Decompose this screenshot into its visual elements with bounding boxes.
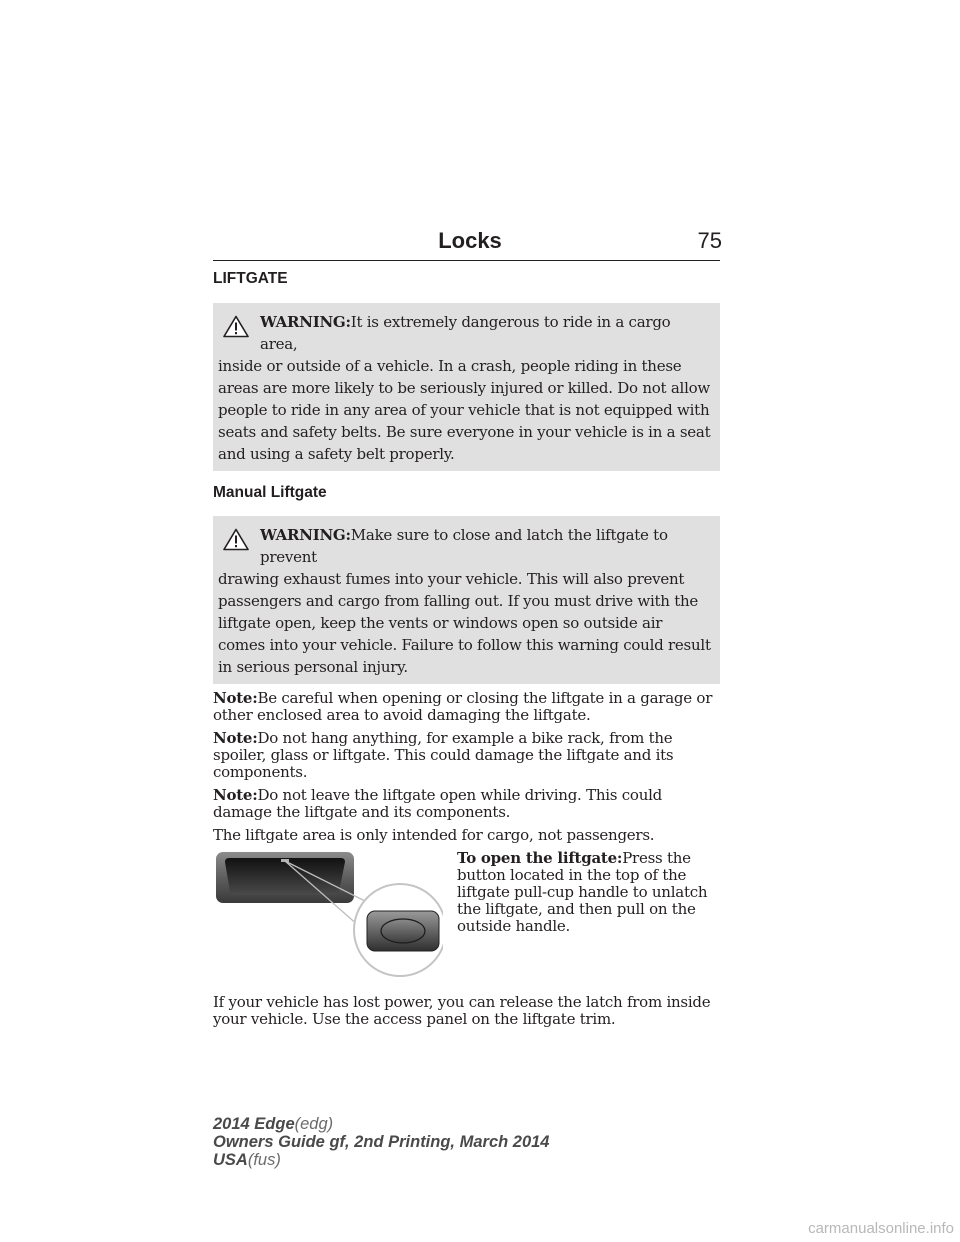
warning-label: WARNING: bbox=[260, 526, 351, 544]
warning-label: WARNING: bbox=[260, 313, 351, 331]
warning-text-rest: drawing exhaust fumes into your vehicle. This will also prevent passengers and cargo from falling out. If you must drive with the liftgate open, keep the vents or windows open so outside air comes into your vehicle. Failure to follow this warning could result in serious personal injury. bbox=[218, 570, 711, 676]
note-text: Do not leave the liftgate open while driving. This could damage the liftgate and its components. bbox=[213, 786, 662, 821]
note-text: Do not hang anything, for example a bike rack, from the spoiler, glass or liftgate. This could damage the liftgate and its components. bbox=[213, 729, 674, 781]
footer-model: 2014 Edge bbox=[213, 1115, 295, 1133]
footer-guide-line bbox=[213, 1133, 550, 1151]
watermark: carmanualsonline.info bbox=[808, 1220, 954, 1237]
note-paragraph bbox=[213, 730, 720, 781]
liftgate-handle-illustration bbox=[213, 850, 443, 978]
section-title: LIFTGATE bbox=[213, 270, 288, 287]
note-paragraph bbox=[213, 787, 720, 821]
liftgate-figure-row bbox=[213, 850, 720, 978]
page-number: 75 bbox=[697, 228, 722, 253]
footer-market-line bbox=[213, 1151, 550, 1169]
footer-model-line bbox=[213, 1115, 550, 1133]
warning-triangle-icon bbox=[223, 528, 249, 551]
liftgate-open-instructions bbox=[457, 850, 723, 935]
note-text: Be careful when opening or closing the liftgate in a garage or other enclosed area to avoid damaging the liftgate. bbox=[213, 689, 713, 724]
subsection-title: Manual Liftgate bbox=[213, 484, 327, 501]
footer-market-code: (fus) bbox=[247, 1151, 281, 1169]
warning-first-line bbox=[218, 311, 712, 355]
page-content bbox=[213, 269, 720, 1028]
instruction-text: Press the button located in the top of the liftgate pull-cup handle to unlatch the liftgate, and then pull on the outside handle. bbox=[457, 849, 708, 935]
warning-first-line bbox=[218, 524, 712, 568]
warning-box-liftgate bbox=[213, 303, 720, 471]
note-label: Note: bbox=[213, 729, 258, 747]
footer-market: USA bbox=[213, 1151, 248, 1169]
cargo-paragraph: The liftgate area is only intended for cargo, not passengers. bbox=[213, 826, 655, 844]
warning-text-first: It is extremely dangerous to ride in a cargo area, bbox=[260, 313, 671, 353]
warning-box-manual-liftgate bbox=[213, 516, 720, 684]
note-label: Note: bbox=[213, 689, 258, 707]
page-header-title: Locks bbox=[438, 228, 502, 253]
note-label: Note: bbox=[213, 786, 258, 804]
warning-triangle-icon bbox=[223, 315, 249, 338]
footer-model-code: (edg) bbox=[294, 1115, 334, 1133]
header-rule bbox=[213, 260, 720, 261]
warning-text-rest: inside or outside of a vehicle. In a crash, people riding in these areas are more likely to be seriously injured or killed. Do not allow people to ride in any area of your vehicle that is not equipped with seats and safety belts. Be sure everyone in your vehicle is in a seat and using a safety belt properly. bbox=[218, 357, 711, 463]
instruction-lead: To open the liftgate: bbox=[457, 849, 623, 867]
note-paragraph bbox=[213, 690, 720, 724]
warning-text-first: Make sure to close and latch the liftgate to prevent bbox=[260, 526, 668, 566]
lost-power-paragraph: If your vehicle has lost power, you can release the latch from inside your vehicle. Use the access panel on the liftgate trim. bbox=[213, 993, 711, 1028]
page-footer bbox=[213, 1115, 550, 1169]
footer-guide: Owners Guide gf, 2nd Printing, March 2014 bbox=[213, 1133, 550, 1151]
